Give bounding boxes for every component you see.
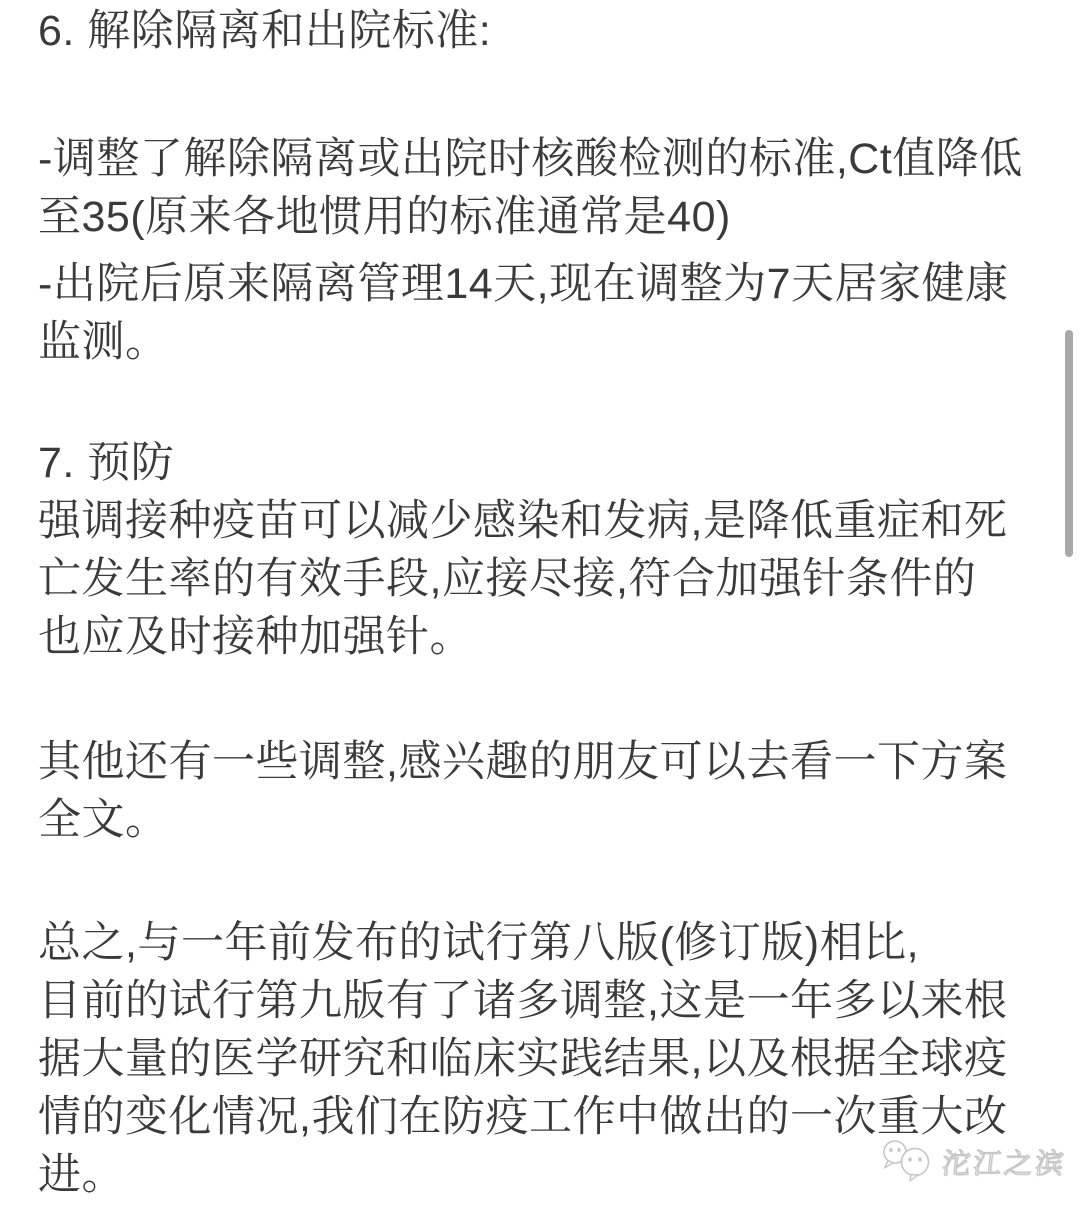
text-line: 总之,与一年前发布的试行第八版(修订版)相比,: [38, 919, 920, 967]
text-line: 6. 解除隔离和出院标准:: [38, 7, 492, 55]
wechat-logo-icon: [880, 1138, 934, 1184]
text-line: 7. 预防: [38, 439, 175, 487]
scrollbar-thumb[interactable]: [1065, 330, 1073, 557]
text-line: 强调接种疫苗可以减少感染和发病,是降低重症和死: [38, 497, 1008, 545]
text-line: 亡发生率的有效手段,应接尽接,符合加强针条件的: [38, 555, 977, 603]
text-line: -出院后原来隔离管理14天,现在调整为7天居家健康: [38, 260, 1009, 308]
paragraph: [38, 434, 1043, 492]
paragraph: [38, 2, 1043, 60]
text-line: 监测。: [38, 318, 169, 366]
text-line: 目前的试行第九版有了诸多调整,这是一年多以来根: [38, 977, 1008, 1025]
text-line: 也应及时接种加强针。: [38, 613, 473, 661]
text-line: -调整了解除隔离或出院时核酸检测的标准,Ct值降低: [38, 135, 1023, 183]
watermark-label: 沱江之滨: [940, 1148, 1068, 1179]
paragraph: [38, 733, 1043, 849]
text-line: 据大量的医学研究和临床实践结果,以及根据全球疫: [38, 1035, 1008, 1083]
text-line: 其他还有一些调整,感兴趣的朋友可以去看一下方案: [38, 738, 1008, 786]
text-line: 情的变化情况,我们在防疫工作中做出的一次重大改: [38, 1093, 1008, 1141]
text-line: 全文。: [38, 796, 169, 844]
paragraph: [38, 255, 1043, 371]
paragraph: [38, 130, 1043, 246]
text-line: 至35(原来各地惯用的标准通常是40): [38, 193, 731, 241]
text-line: 进。: [38, 1151, 125, 1199]
paragraph: [38, 492, 1043, 666]
watermark: [880, 1138, 1066, 1184]
article-body: [38, 2, 1043, 1204]
